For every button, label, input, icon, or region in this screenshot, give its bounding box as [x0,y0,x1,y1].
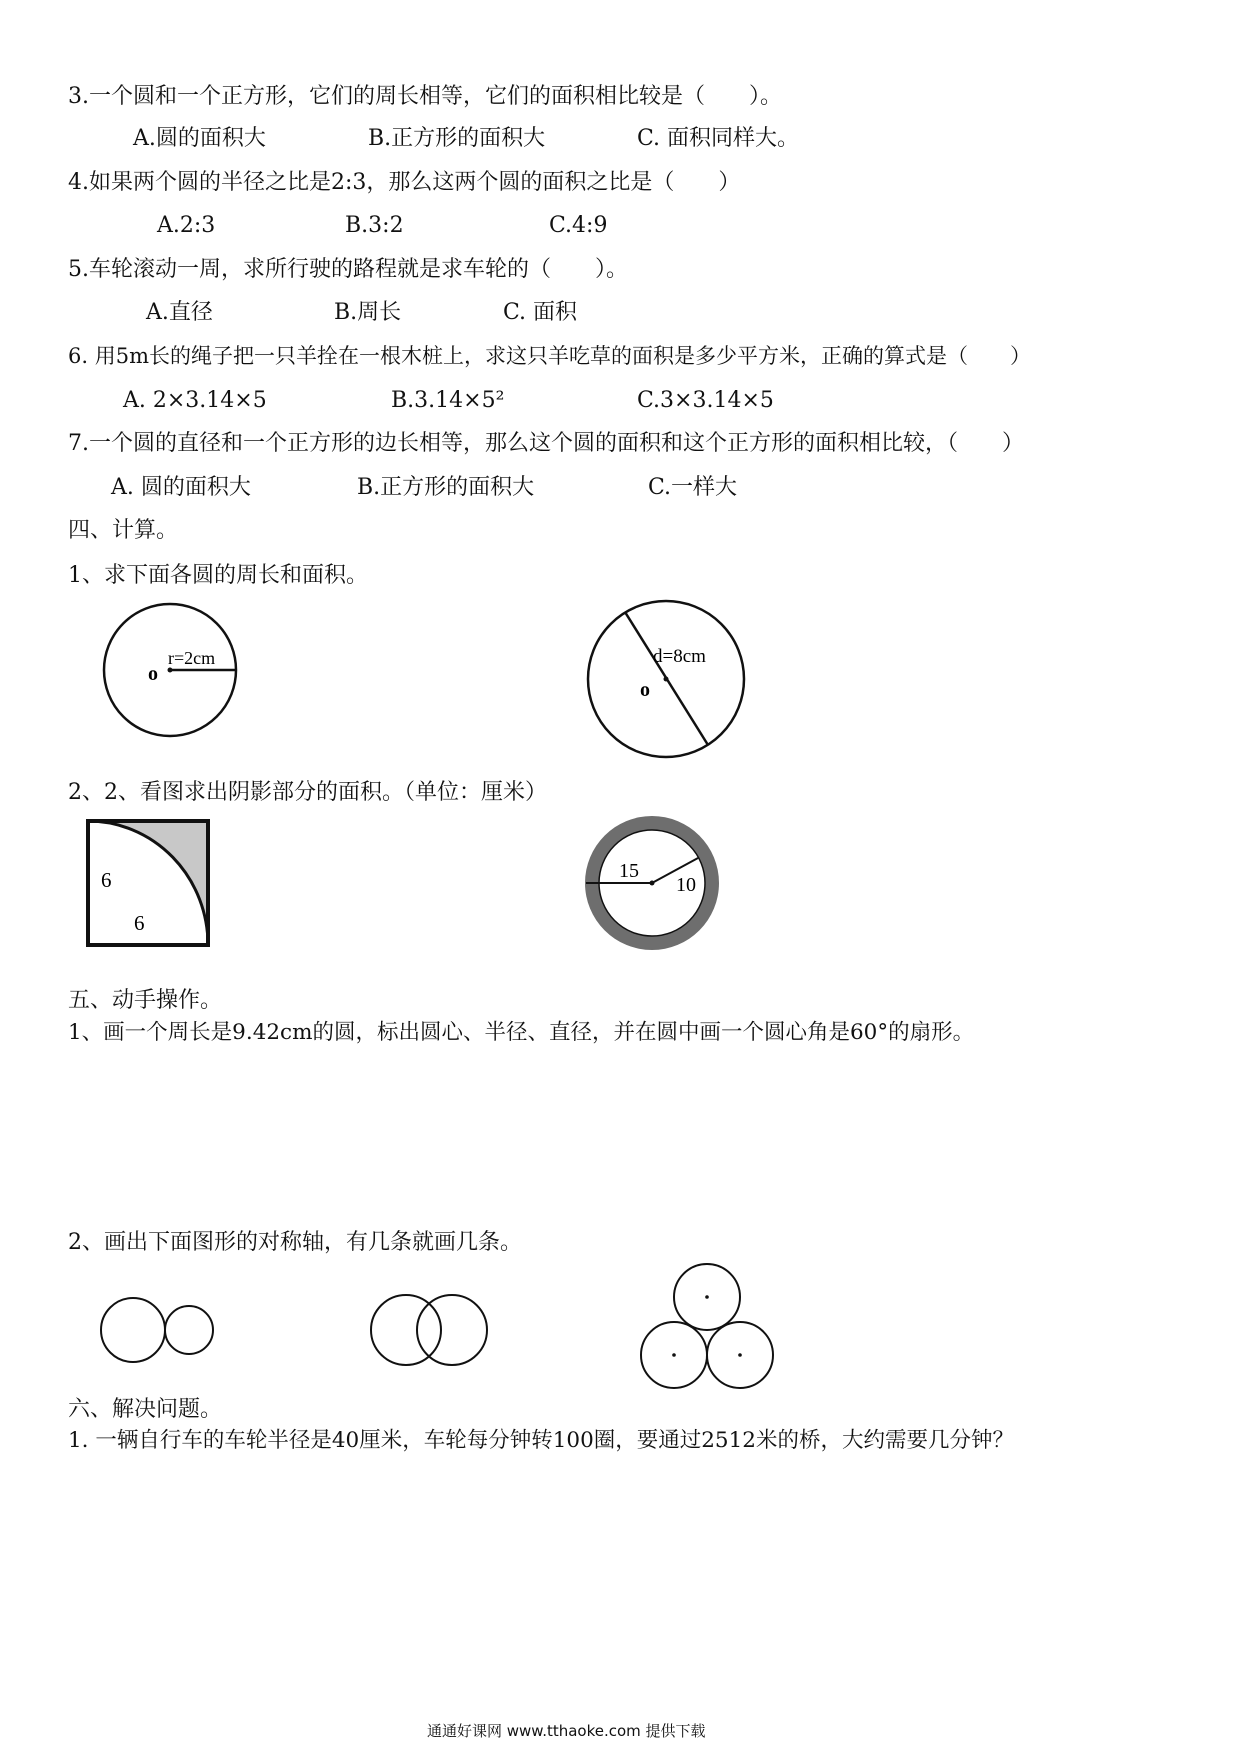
question-7-stem: 7.一个圆的直径和一个正方形的边长相等，那么这个圆的面积和这个正方形的面积相比较，（ ） [68,431,1024,456]
center-label: o [640,679,650,701]
top-center-dot [705,1295,709,1299]
question-5-option-b: B.周长 [334,300,402,325]
bottom-label: 6 [134,911,145,935]
center-point [650,881,655,886]
question-4-option-a: A.2:3 [157,213,216,238]
question-4-option-c: C.4:9 [549,213,608,238]
section-5-title: 五、动手操作。 [68,988,223,1013]
footer-text: 通通好课网 www.tthaoke.com 提供下载 [427,1722,706,1740]
question-5-option-c: C. 面积 [503,300,578,325]
radius-label: r=2cm [168,648,216,668]
question-3-option-a: A.圆的面积大 [133,126,266,151]
question-3-stem: 3.一个圆和一个正方形，它们的周长相等，它们的面积相比较是（ ）。 [68,84,782,109]
left-circle [371,1295,441,1365]
left-center-dot [672,1353,676,1357]
question-3-option-b: B.正方形的面积大 [368,126,546,151]
question-6-option-b: B.3.14×5² [391,388,505,413]
inner-radius-label: 10 [676,874,696,896]
question-4-stem: 4.如果两个圆的半径之比是2:3，那么这两个圆的面积之比是（ ） [68,170,741,195]
outer-radius-label: 15 [619,860,639,882]
section-4-problem-1: 1、求下面各圆的周长和面积。 [68,563,368,588]
right-circle [165,1306,213,1354]
right-circle [417,1295,487,1365]
center-point [664,677,669,682]
section-5-problem-1: 1、画一个周长是9.42cm的圆，标出圆心、半径、直径，并在圆中画一个圆心角是60°的扇形。 [68,1020,975,1045]
circle-radius-figure [95,600,245,742]
section-5-problem-2: 2、画出下面图形的对称轴，有几条就画几条。 [68,1230,522,1255]
overlapping-circles-figure [368,1292,492,1370]
circle-diameter-figure [580,598,752,762]
left-circle [101,1298,165,1362]
section-6-title: 六、解决问题。 [68,1397,223,1422]
question-6-option-c: C.3×3.14×5 [637,388,774,413]
question-7-option-c: C.一样大 [648,475,738,500]
question-7-option-b: B.正方形的面积大 [357,475,535,500]
side-label: 6 [101,868,112,892]
section-4-problem-2: 2、2、看图求出阴影部分的面积。（单位：厘米） [68,780,547,805]
question-7-option-a: A. 圆的面积大 [111,475,251,500]
question-6-stem: 6. 用5m长的绳子把一只羊拴在一根木桩上，求这只羊吃草的面积是多少平方米，正确的算式是（ ） [68,344,1031,368]
question-5-option-a: A.直径 [146,300,213,325]
question-6-option-a: A. 2×3.14×5 [123,388,267,413]
center-point [168,668,173,673]
question-5-stem: 5.车轮滚动一周，求所行驶的路程就是求车轮的（ ）。 [68,257,628,282]
section-4-title: 四、计算。 [68,518,179,543]
square-quarter-circle-figure [84,817,214,951]
question-4-option-b: B.3:2 [345,213,404,238]
ring-figure [582,813,722,953]
section-6-problem-1: 1. 一辆自行车的车轮半径是40厘米，车轮每分钟转100圈，要通过2512米的桥，大约需要几分钟？ [68,1428,1014,1453]
right-center-dot [738,1353,742,1357]
two-tangent-circles-figure [98,1295,218,1367]
diameter-label: d=8cm [653,646,706,667]
three-circles-figure [636,1262,778,1394]
question-3-option-c: C. 面积同样大。 [637,126,800,151]
center-label: o [148,663,158,685]
